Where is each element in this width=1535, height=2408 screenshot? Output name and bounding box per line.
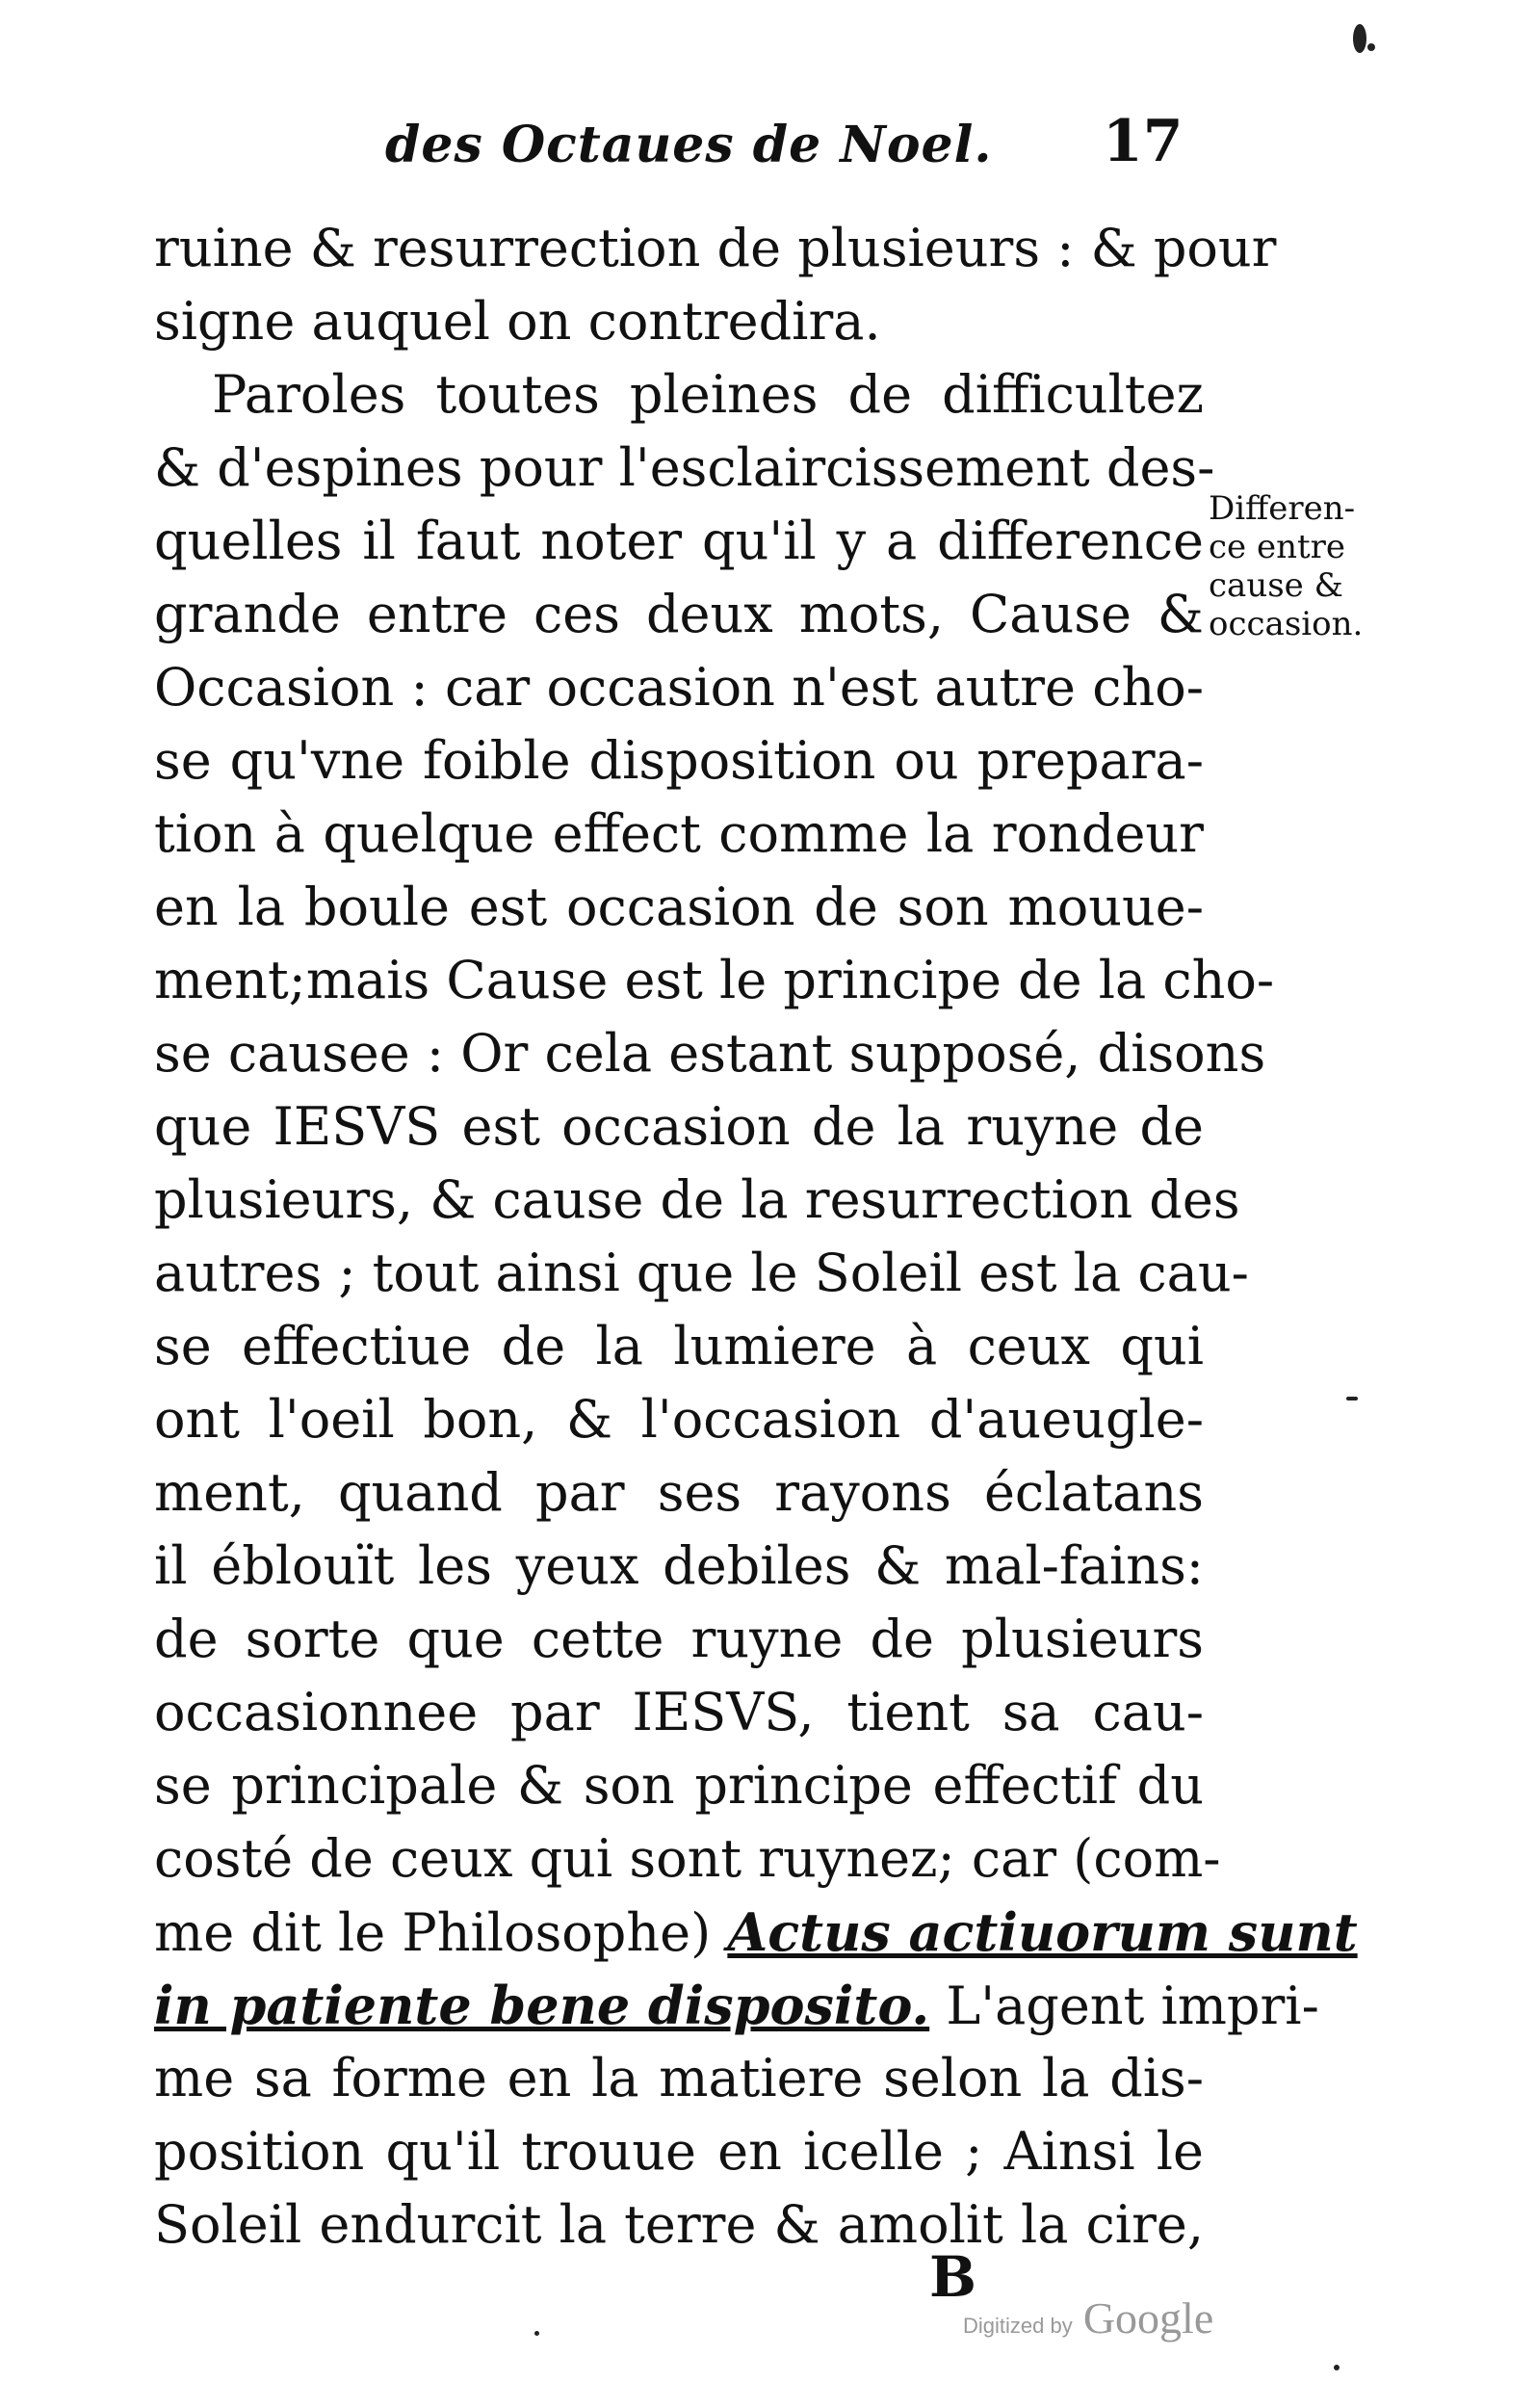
text-line: costé de ceux qui sont ruynez; car (com- — [154, 1828, 1221, 1889]
margin-note-line: cause & — [1209, 566, 1343, 605]
text-line: Occasion : car occasion n'est autre cho- — [154, 657, 1204, 718]
google-logo: Google — [1082, 2293, 1214, 2343]
text-line: signe auquel on contredira. — [154, 291, 881, 352]
text-line: de sorte que cette ruyne de plusieurs — [154, 1609, 1204, 1669]
digitized-watermark — [963, 2292, 1213, 2343]
text-line: grande entre ces deux mots, Cause & — [154, 584, 1204, 644]
text-line: se causee : Or cela estant supposé, disons — [154, 1023, 1266, 1084]
text-line: Paroles toutes pleines de difficultez — [212, 364, 1204, 425]
text-line — [154, 1896, 1358, 1969]
text-line: il éblouït les yeux debiles & mal-fains: — [154, 1535, 1204, 1596]
text-line: plusieurs, & cause de la resurrection des — [154, 1169, 1240, 1230]
text-line: que IESVS est occasion de la ruyne de — [154, 1096, 1204, 1157]
latin-quote: in patiente bene disposito. — [154, 1975, 930, 2036]
text-line: position qu'il trouue en icelle ; Ainsi le — [154, 2121, 1204, 2182]
ink-speck — [1353, 24, 1366, 53]
digitized-by-text: Digitized by — [963, 2314, 1073, 2338]
text-line: me sa forme en la matiere selon la dis- — [154, 2048, 1204, 2108]
text-line: se qu'vne foible disposition ou prepara- — [154, 730, 1204, 791]
text-line: ruine & resurrection de plusieurs : & pour — [154, 218, 1277, 278]
margin-note-line: ce entre — [1209, 528, 1346, 566]
page-number: 17 — [1103, 108, 1184, 175]
text-line: se principale & son principe effectif du — [154, 1755, 1204, 1816]
text-line: autres ; tout ainsi que le Soleil est la cau- — [154, 1243, 1249, 1303]
text-line — [154, 1969, 1319, 2042]
ink-speck — [534, 2331, 539, 2336]
text-line: tion à quelque effect comme la rondeur — [154, 803, 1204, 864]
text-line: se effectiue de la lumiere à ceux qui — [154, 1316, 1204, 1376]
text-line: & d'espines pour l'esclaircissement des- — [154, 437, 1215, 498]
text-fragment: me dit le Philosophe) — [154, 1902, 712, 1963]
latin-quote: Actus actiuorum sunt — [727, 1901, 1358, 1963]
text-line: en la boule est occasion de son mouue- — [154, 877, 1204, 937]
ink-speck — [1334, 2365, 1340, 2370]
text-fragment: L'agent impri- — [946, 1976, 1319, 2036]
text-line: ment;mais Cause est le principe de la cho- — [154, 950, 1275, 1010]
margin-note-line: occasion. — [1209, 605, 1364, 643]
ink-speck — [1367, 43, 1375, 51]
running-title: des Octaues de Noel. — [385, 116, 993, 174]
text-line: occasionnee par IESVS, tient sa cau- — [154, 1682, 1204, 1742]
text-line: Soleil endurcit la terre & amolit la cire, — [154, 2194, 1204, 2255]
signature-mark: B — [929, 2244, 977, 2310]
margin-note-line: Differen- — [1209, 489, 1356, 528]
margin-note — [1209, 489, 1372, 643]
ink-speck — [1346, 1397, 1358, 1400]
text-line: quelles il faut noter qu'il y a difference — [154, 510, 1204, 571]
text-line: ment, quand par ses rayons éclatans — [154, 1462, 1204, 1523]
text-line: ont l'oeil bon, & l'occasion d'aueugle- — [154, 1389, 1204, 1450]
